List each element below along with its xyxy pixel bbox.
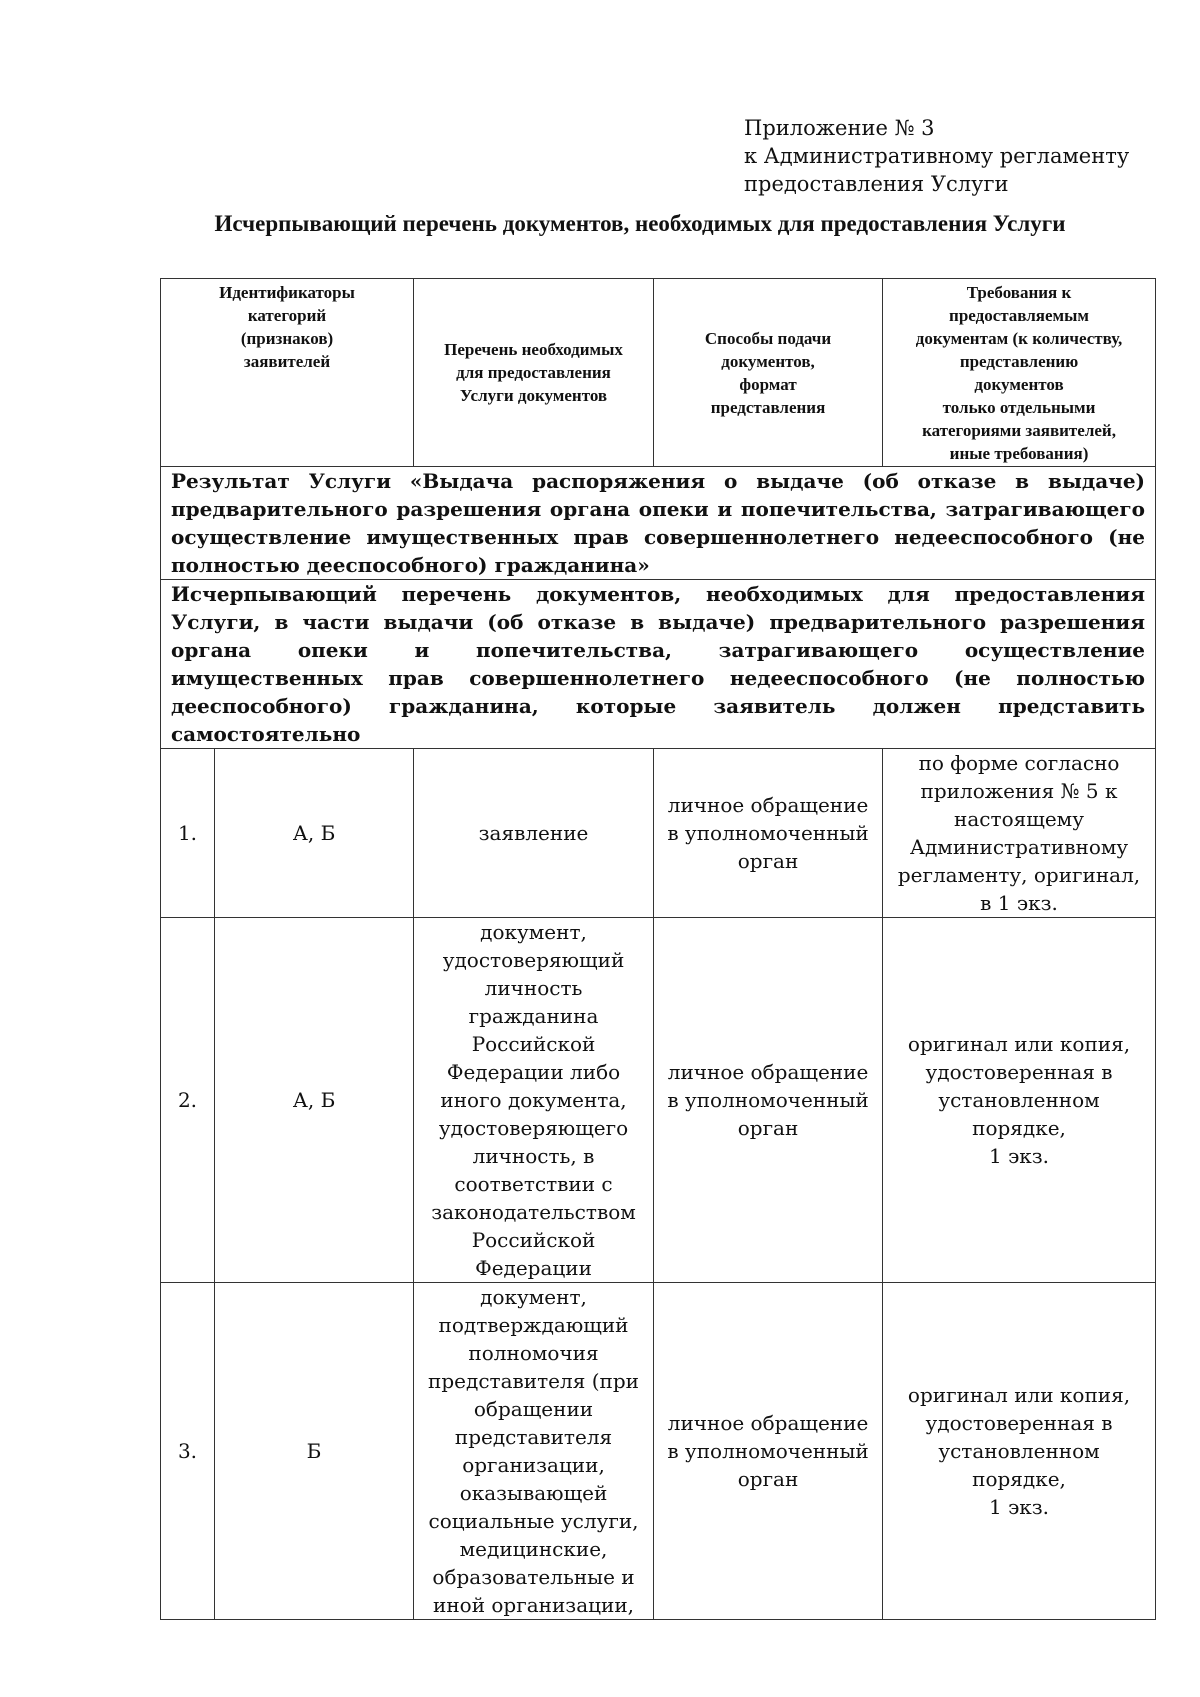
header-applicant-categories: Идентификаторы категорий (признаков) заявителей xyxy=(161,279,414,467)
documents-list-heading: Исчерпывающий перечень документов, необходимых для предоставления Услуги, в части выдачи (об отказе в выдаче) предварительного разрешения органа опеки и попечительства, затрагивающего осуществление имущественных прав совершеннолетнего недееспособного (не полностью дееспособного) гражданина, которые заявитель должен представить самостоятельно xyxy=(161,580,1156,749)
header-documents-list: Перечень необходимых для предоставления Услуги документов xyxy=(414,279,654,467)
list-row xyxy=(161,580,1156,749)
row-number: 3. xyxy=(161,1283,215,1620)
service-result-text: Результат Услуги «Выдача распоряжения о выдаче (об отказе в выдаче) предварительного разрешения органа опеки и попечительства, затрагивающего осуществление имущественных прав совершеннолетнего недееспособного (не полностью дееспособного) гражданина» xyxy=(161,467,1156,580)
table-header-row xyxy=(161,279,1156,467)
table-row xyxy=(161,749,1156,918)
row-requirements: оригинал или копия, удостоверенная в установленном порядке, 1 экз. xyxy=(883,918,1156,1283)
table-row xyxy=(161,918,1156,1283)
row-category: Б xyxy=(215,1283,414,1620)
documents-table xyxy=(160,278,1156,1620)
row-category: А, Б xyxy=(215,749,414,918)
row-requirements: оригинал или копия, удостоверенная в установленном порядке, 1 экз. xyxy=(883,1283,1156,1620)
header-requirements: Требования к предоставляемым документам (к количеству, представлению документов только отдельными категориями заявителей, иные требования) xyxy=(883,279,1156,467)
row-method: личное обращение в уполномоченный орган xyxy=(654,918,883,1283)
row-requirements: по форме согласно приложения № 5 к настоящему Административному регламенту, оригинал, в 1 экз. xyxy=(883,749,1156,918)
appendix-line-3: предоставления Услуги xyxy=(744,172,1009,196)
row-document: документ, удостоверяющий личность гражданина Российской Федерации либо иного документа, удостоверяющего личность, в соответствии с законодательством Российской Федерации xyxy=(414,918,654,1283)
row-method: личное обращение в уполномоченный орган xyxy=(654,1283,883,1620)
row-document: документ, подтверждающий полномочия представителя (при обращении представителя организации, оказывающей социальные услуги, медицинские, образовательные и иной организации, xyxy=(414,1283,654,1620)
header-submission-methods: Способы подачи документов, формат представления xyxy=(654,279,883,467)
row-document: заявление xyxy=(414,749,654,918)
appendix-line-1: Приложение № 3 xyxy=(744,116,935,140)
appendix-block xyxy=(744,114,1129,198)
row-category: А, Б xyxy=(215,918,414,1283)
row-number: 1. xyxy=(161,749,215,918)
result-row xyxy=(161,467,1156,580)
document-title: Исчерпывающий перечень документов, необходимых для предоставления Услуги xyxy=(214,211,1066,236)
row-method: личное обращение в уполномоченный орган xyxy=(654,749,883,918)
table-row xyxy=(161,1283,1156,1620)
appendix-line-2: к Административному регламенту xyxy=(744,144,1130,168)
row-number: 2. xyxy=(161,918,215,1283)
